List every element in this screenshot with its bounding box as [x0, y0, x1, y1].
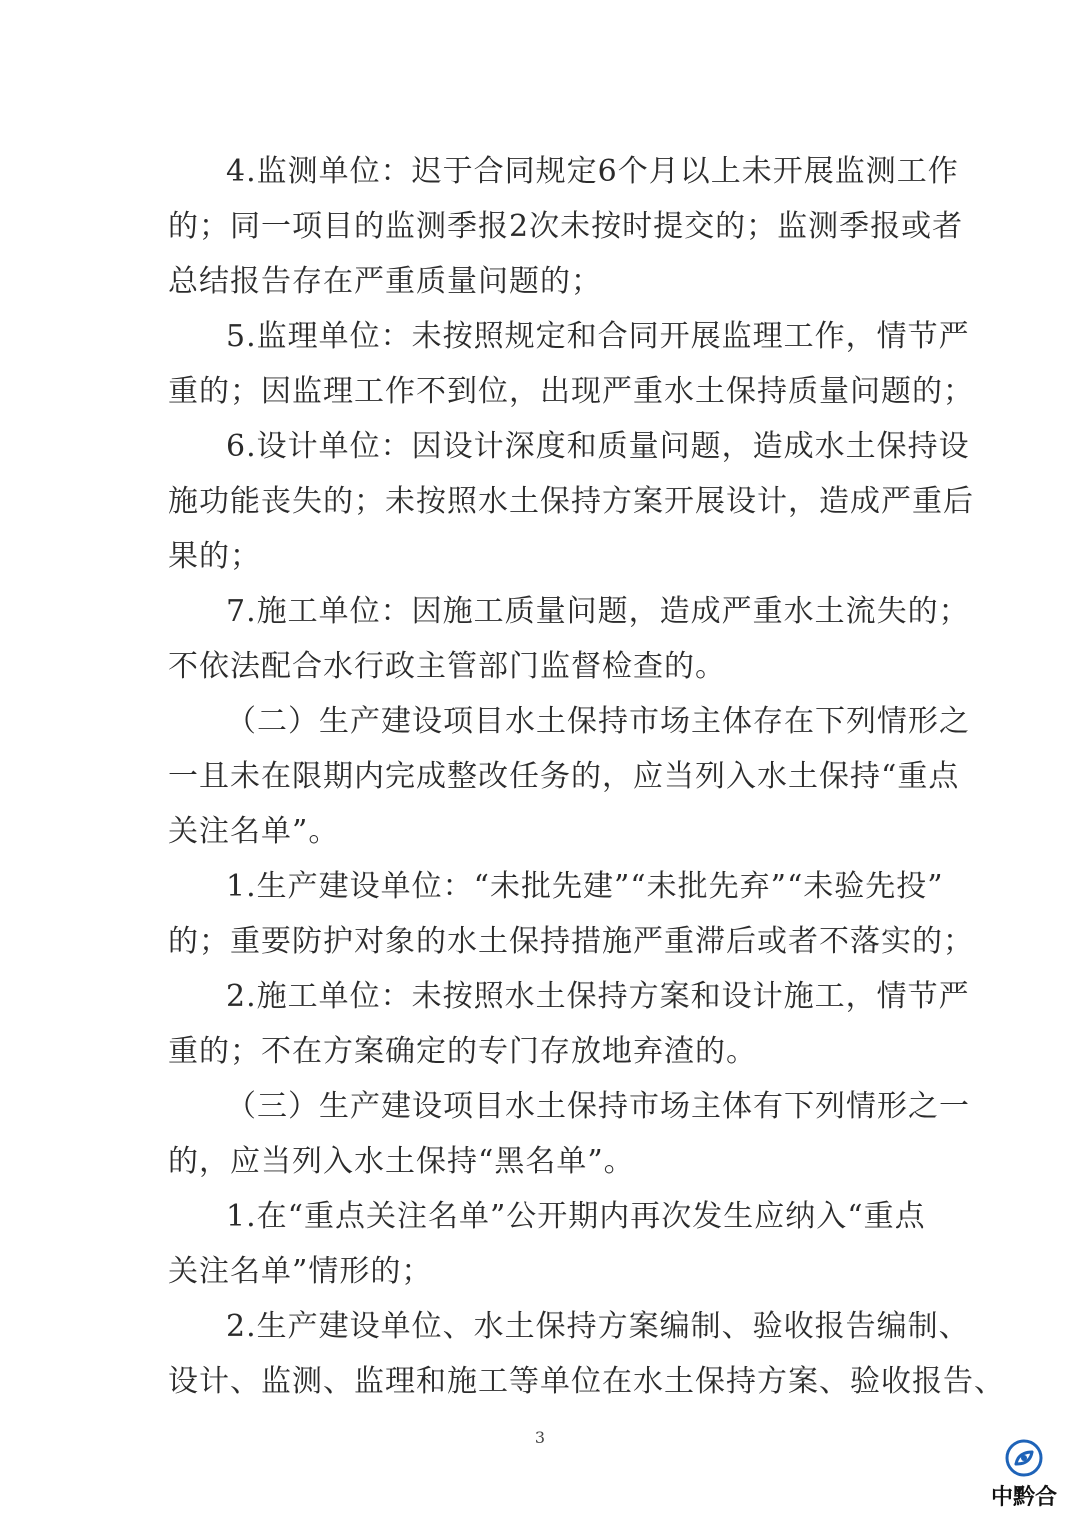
paragraph-line: 一且未在限期内完成整改任务的，应当列入水土保持“重点 [168, 759, 960, 794]
zhongqianhe-logo-icon [1004, 1438, 1044, 1478]
page-number: 3 [534, 1428, 546, 1447]
paragraph-line: 5.监理单位：未按照规定和合同开展监理工作，情节严 [226, 319, 970, 354]
paragraph-line: 重的；不在方案确定的专门存放地弃渣的。 [168, 1034, 757, 1069]
paragraph-line: 2.生产建设单位、水土保持方案编制、验收报告编制、 [226, 1309, 970, 1344]
paragraph-line: 1.生产建设单位：“未批先建”“未批先弃”“未验先投” [226, 869, 944, 904]
paragraph-line: 的，应当列入水土保持“黑名单”。 [168, 1144, 635, 1179]
paragraph-line: 1.在“重点关注名单”公开期内再次发生应纳入“重点 [226, 1199, 926, 1234]
paragraph-line: 设计、监测、监理和施工等单位在水土保持方案、验收报告、 [168, 1364, 1005, 1399]
paragraph-line: 2.施工单位：未按照水土保持方案和设计施工，情节严 [226, 979, 970, 1014]
watermark [984, 1438, 1064, 1518]
paragraph-line: 重的；因监理工作不到位，出现严重水土保持质量问题的； [168, 374, 974, 409]
paragraph-line: 施功能丧失的；未按照水土保持方案开展设计，造成严重后 [168, 484, 974, 519]
paragraph-line: 的；重要防护对象的水土保持措施严重滞后或者不落实的； [168, 924, 974, 959]
paragraph-line: （三）生产建设项目水土保持市场主体有下列情形之一 [226, 1089, 970, 1124]
paragraph-line: 总结报告存在严重质量问题的； [168, 264, 602, 299]
paragraph-line: （二）生产建设项目水土保持市场主体存在下列情形之 [226, 704, 970, 739]
paragraph-line: 6.设计单位：因设计深度和质量问题，造成水土保持设 [226, 429, 970, 464]
paragraph-line: 的；同一项目的监测季报2次未按时提交的；监测季报或者 [168, 209, 964, 244]
paragraph-line: 关注名单”。 [168, 814, 340, 849]
paragraph-line: 7.施工单位：因施工质量问题，造成严重水土流失的； [226, 594, 970, 629]
paragraph-line: 关注名单”情形的； [168, 1254, 433, 1289]
paragraph-line: 4.监测单位：迟于合同规定6个月以上未开展监测工作 [226, 154, 959, 189]
watermark-text: 中黔合 [990, 1485, 1057, 1510]
paragraph-line: 不依法配合水行政主管部门监督检查的。 [168, 649, 726, 684]
paragraph-line: 果的； [168, 539, 261, 574]
